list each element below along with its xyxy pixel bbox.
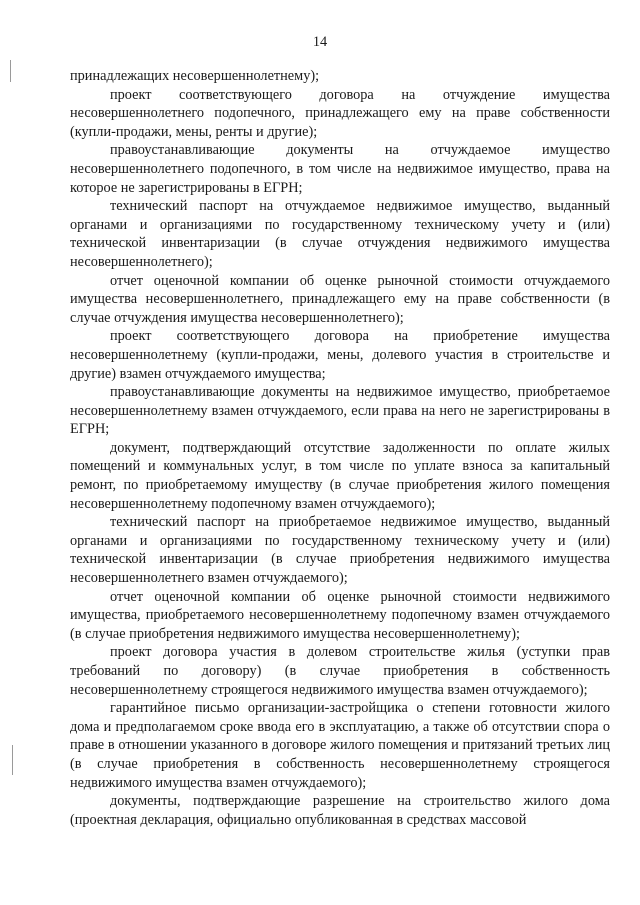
scan-margin-mark: [10, 60, 11, 82]
paragraph: отчет оценочной компании об оценке рыночной стоимости недвижимого имущества, приобретаемого несовершеннолетнему подопечному взамен отчуждаемого (в случае приобретения недвижимого имущества несовершеннолетнему);: [70, 588, 610, 642]
paragraph: проект соответствующего договора на отчуждение имущества несовершеннолетнего подопечного, принадлежащего ему на праве собственности (купли-продажи, мены, ренты и другие);: [70, 86, 610, 140]
paragraph: документы, подтверждающие разрешение на строительство жилого дома (проектная декларация, официально опубликованная в средствах массовой: [70, 793, 610, 828]
paragraph: проект соответствующего договора на приобретение имущества несовершеннолетнему (купли-продажи, мены, долевого участия в строительстве и другие) взамен отчуждаемого имущества;: [70, 328, 610, 382]
paragraph: документ, подтверждающий отсутствие задолженности по оплате жилых помещений и коммунальных услуг, в том числе по уплате взноса за капитальный ремонт, по приобретаемому имуществу (в случае приобретения жилого помещения несовершеннолетнему подопечному взамен отчуждаемого);: [70, 439, 610, 512]
paragraph: проект договора участия в долевом строительстве жилья (уступки прав требований по договору) (в случае приобретения в собственность несовершеннолетнему строящегося недвижимого имущества взамен отчуждаемого);: [70, 644, 610, 698]
paragraph: отчет оценочной компании об оценке рыночной стоимости отчуждаемого имущества несовершеннолетнего, принадлежащего ему на праве собственности (в случае отчуждения имущества несовершеннолетнего);: [70, 272, 610, 326]
paragraph: принадлежащих несовершеннолетнему);: [70, 68, 320, 84]
paragraph: технический паспорт на отчуждаемое недвижимое имущество, выданный органами и организациями по государственному техническому учету и (или) технической инвентаризации (в случае отчуждения недвижимого имущества несовершеннолетнего);: [70, 198, 610, 270]
document-body: [70, 67, 610, 829]
paragraph: правоустанавливающие документы на недвижимое имущество, приобретаемое несовершеннолетнему взамен отчуждаемого, если права на него не зарегистрированы в ЕГРН;: [70, 384, 610, 438]
paragraph: правоустанавливающие документы на отчуждаемое имущество несовершеннолетнего подопечного, в том числе на недвижимое имущество, права на которое не зарегистрированы в ЕГРН;: [70, 142, 610, 196]
page-number: 14: [312, 34, 328, 50]
paragraph: технический паспорт на приобретаемое недвижимое имущество, выданный органами и организациями по государственному техническому учету и (или) технической инвентаризации (в случае приобретения недвижимого имущества несовершеннолетнего взамен отчуждаемого);: [70, 514, 610, 587]
scan-margin-mark: [12, 745, 13, 775]
paragraph: гарантийное письмо организации-застройщика о степени готовности жилого дома и предполагаемом сроке ввода его в эксплуатацию, а также об отсутствии спора о праве в отношении указанного в договоре жилого помещения и притязаний третьих лиц (в случае приобретения в собственность несовершеннолетнему строящегося недвижимого имущества взамен отчуждаемого);: [70, 700, 610, 791]
